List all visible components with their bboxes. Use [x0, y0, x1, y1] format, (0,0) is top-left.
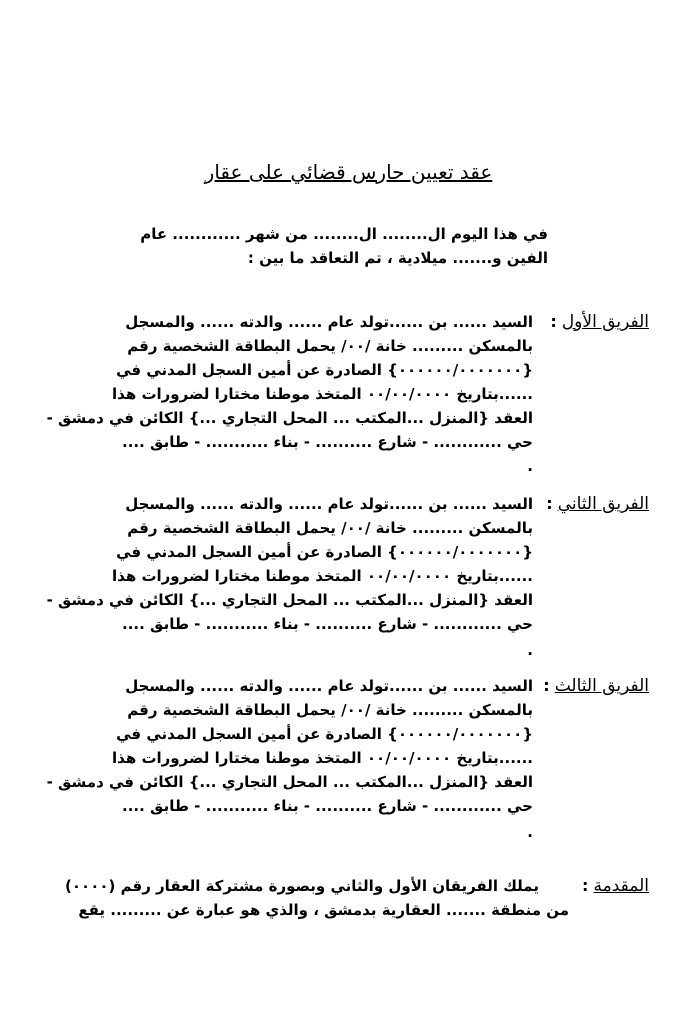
preamble-line: من منطقة ....... العقارية بدمشق ، والذي هو عبارة عن ......... يقع [78, 901, 569, 919]
party-1-label: الفريق الأول [561, 312, 649, 332]
party-3-line: ......بتاريخ ٠٠/٠٠/٠٠٠٠ المتخذ موطنا مختارا لضرورات هذا [112, 749, 533, 767]
party-3-line: . [527, 823, 533, 841]
party-2-line: ......بتاريخ ٠٠/٠٠/٠٠٠٠ المتخذ موطنا مختارا لضرورات هذا [112, 567, 533, 585]
label-colon: : [546, 494, 553, 513]
intro-line: في هذا اليوم ال........ ال........ من شهر ............ عام [140, 225, 548, 243]
party-3-line: {٠٠٠٠٠٠/٠٠٠٠٠٠٠} الصادرة عن أمين السجل المدني في [116, 725, 533, 743]
label-colon: : [543, 676, 550, 695]
party-2-label: الفريق الثاني [557, 494, 649, 514]
party-2-line: السيد ...... بن ......تولد عام ...... والدته ...... والمسجل [125, 495, 533, 513]
party-1-line: . [527, 457, 533, 475]
party-3-label: الفريق الثالث [554, 676, 649, 696]
party-1-line: حي ............ - شارع .......... - بناء ........... - طابق .... [122, 433, 533, 451]
party-3-line: حي ............ - شارع .......... - بناء ........... - طابق .... [122, 797, 533, 815]
intro-line: الفين و....... ميلادية ، تم التعاقد ما بين : [247, 249, 548, 267]
party-3-heading [543, 676, 649, 696]
label-colon: : [550, 312, 557, 331]
party-2-heading [546, 494, 649, 514]
party-1-line: العقد {المنزل ...المكتب ... المحل التجاري ...} الكائن في دمشق - [46, 409, 533, 427]
party-2-line: {٠٠٠٠٠٠/٠٠٠٠٠٠٠} الصادرة عن أمين السجل المدني في [116, 543, 533, 561]
party-1-line: ......بتاريخ ٠٠/٠٠/٠٠٠٠ المتخذ موطنا مختارا لضرورات هذا [112, 385, 533, 403]
party-3-line: العقد {المنزل ...المكتب ... المحل التجاري ...} الكائن في دمشق - [46, 773, 533, 791]
preamble-heading [582, 876, 649, 896]
party-1-heading [550, 312, 649, 332]
party-2-line: . [527, 641, 533, 659]
preamble-line: يملك الفريقان الأول والثاني وبصورة مشتركة العقار رقم (٠٠٠٠) [65, 877, 539, 895]
preamble-label: المقدمة [593, 876, 649, 896]
party-2-line: حي ............ - شارع .......... - بناء ........... - طابق .... [122, 615, 533, 633]
document-title: عقد تعيين حارس قضائي على عقار [204, 160, 493, 184]
party-2-line: العقد {المنزل ...المكتب ... المحل التجاري ...} الكائن في دمشق - [46, 591, 533, 609]
party-3-line: السيد ...... بن ......تولد عام ...... والدته ...... والمسجل [125, 677, 533, 695]
party-1-line: بالمسكن ......... خانة /٠٠/ يحمل البطاقة الشخصية رقم [127, 337, 533, 355]
party-1-line: {٠٠٠٠٠٠/٠٠٠٠٠٠٠} الصادرة عن أمين السجل المدني في [116, 361, 533, 379]
party-3-line: بالمسكن ......... خانة /٠٠/ يحمل البطاقة الشخصية رقم [127, 701, 533, 719]
party-1-line: السيد ...... بن ......تولد عام ...... والدته ...... والمسجل [125, 313, 533, 331]
label-colon: : [582, 876, 589, 895]
party-2-line: بالمسكن ......... خانة /٠٠/ يحمل البطاقة الشخصية رقم [127, 519, 533, 537]
